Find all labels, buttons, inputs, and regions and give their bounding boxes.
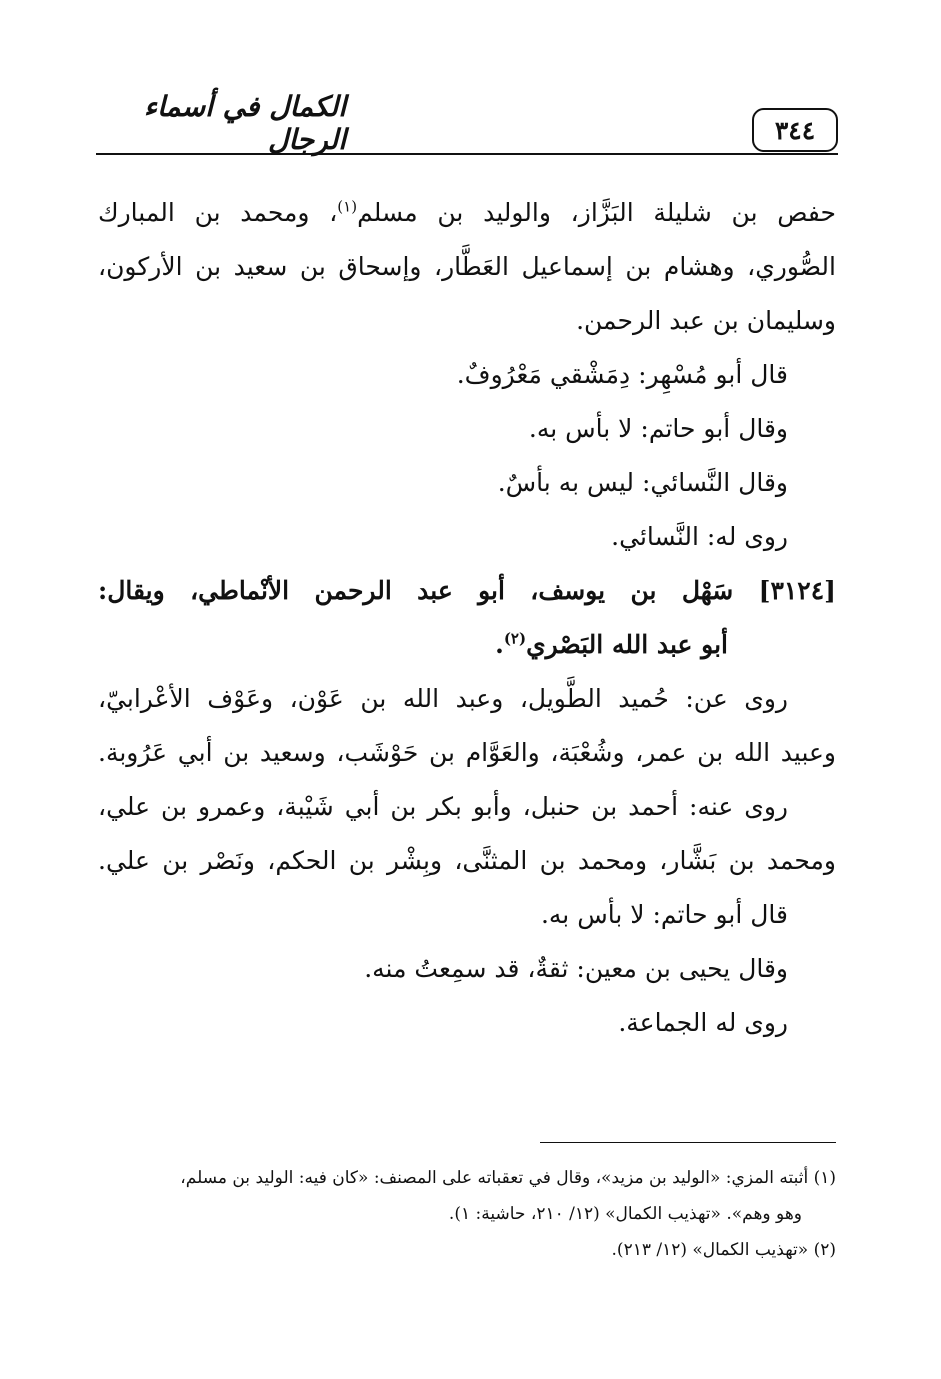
text-line: وقال أبو حاتم: لا بأس به. [528, 414, 788, 443]
footnote-1: (١) أثبته المزي: «الوليد بن مزيد»، وقال في تعقباته على المصنف: «كان فيه: الوليد بن مسلم، [180, 1168, 836, 1188]
text-line: ومحمد بن بَشَّار، ومحمد بن المثنَّى، وبِشْر بن الحكم، ونَصْر بن علي. [98, 846, 836, 875]
text-line: روى عن: حُميد الطَّويل، وعبد الله بن عَوْن، وعَوْف الأعْرابيّ، [98, 684, 788, 713]
text-line: روى له: النَّسائي. [611, 522, 788, 551]
footnote-ref: (١) [337, 197, 358, 216]
entry-heading-continued: أبو عبد الله البَصْري$^{(٢)}$. [495, 629, 728, 659]
footnote-ref: (٢) [503, 629, 527, 648]
footnote-2: (٢) «تهذيب الكمال» (١٢/ ٢١٣). [611, 1240, 836, 1260]
text-line: وعبيد الله بن عمر، وشُعْبَة، والعَوَّام بن حَوْشَب، وسعيد بن أبي عَرُوبة. [98, 738, 836, 767]
text-line: روى عنه: أحمد بن حنبل، وأبو بكر بن أبي شَيْبة، وعمرو بن علي، [98, 792, 788, 821]
main-text [98, 186, 836, 1050]
text-line: قال أبو مُسْهِر: دِمَشْقي مَعْرُوفٌ. [456, 360, 788, 389]
text-line: حفص بن شليلة البَزَّاز، والوليد بن مسلم$^{(١)}$، ومحمد بن المبارك [98, 197, 836, 227]
text-line: وقال يحيى بن معين: ثقةٌ، قد سمِعتُ منه. [364, 954, 788, 983]
text-line: قال أبو حاتم: لا بأس به. [540, 900, 788, 929]
text-line: وقال النَّسائي: ليس به بأسٌ. [497, 468, 788, 497]
text-line: الصُّوري، وهشام بن إسماعيل العَطَّار، وإسحاق بن سعيد بن الأركون، [98, 252, 836, 281]
text-line: وسليمان بن عبد الرحمن. [576, 306, 836, 335]
footnote-separator [540, 1142, 836, 1143]
page-header [96, 92, 838, 158]
book-title: الكمال في أسماء الرجال [143, 90, 346, 156]
text-line: روى له الجماعة. [618, 1008, 788, 1037]
page-number: ٣٤٤ [752, 108, 838, 152]
header-rule [96, 153, 838, 155]
footnote-1-continued: وهو وهم». «تهذيب الكمال» (١٢/ ٢١٠، حاشية: ١). [448, 1204, 802, 1224]
entry-heading: [٣١٢٤] سَهْل بن يوسف، أبو عبد الرحمن الأنْماطي، ويقال: [98, 576, 836, 605]
footnotes [96, 1160, 836, 1268]
